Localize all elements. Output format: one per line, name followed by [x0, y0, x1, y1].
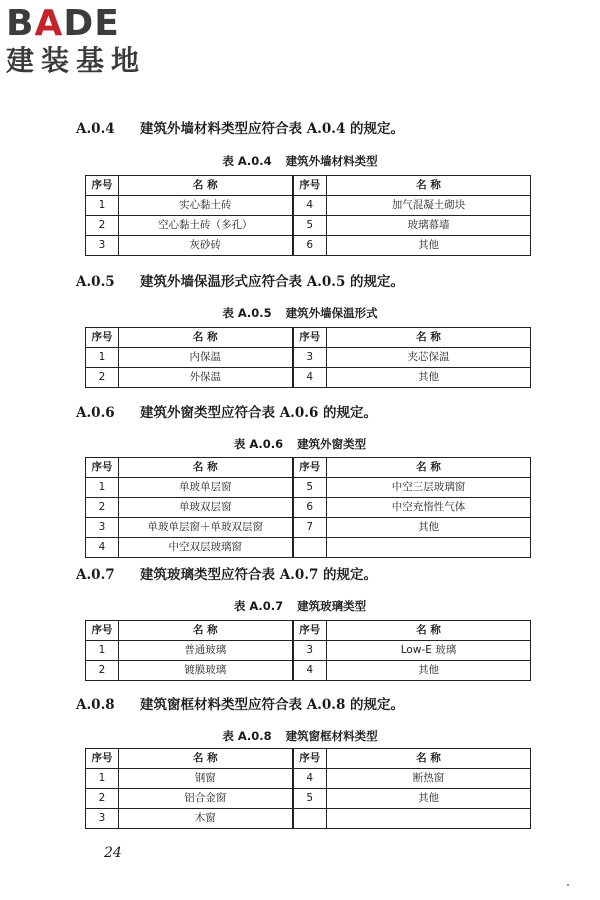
header-no: 序号 [86, 458, 119, 478]
header-name: 名 称 [119, 176, 293, 196]
caption-title: 建筑玻璃类型 [297, 599, 367, 613]
cell-name: 其他 [327, 789, 531, 809]
cell-name: 空心黏土砖（多孔） [119, 216, 293, 236]
table-row [86, 368, 531, 388]
cell-name: 其他 [327, 518, 531, 538]
caption-title: 建筑外墙材料类型 [285, 154, 378, 168]
table-row [86, 478, 531, 498]
header-name: 名 称 [119, 328, 293, 348]
clause-number: A.0.6 [76, 405, 115, 421]
cell-no: 5 [293, 216, 327, 236]
header-no: 序号 [86, 621, 119, 641]
clause-text: 建筑窗框材料类型应符合表 A.0.8 的规定。 [140, 697, 405, 713]
cell-name: 中空三层玻璃窗 [327, 478, 531, 498]
header-name: 名 称 [119, 749, 293, 769]
table-caption-a04 [0, 153, 600, 169]
table-a07 [85, 620, 531, 681]
table-a06 [85, 457, 531, 558]
cell-name: 其他 [327, 236, 531, 256]
logo [6, 4, 181, 78]
cell-name: 钢窗 [119, 769, 293, 789]
cell-name: 断热窗 [327, 769, 531, 789]
table-row [86, 641, 531, 661]
clause-text: 建筑外墙保温形式应符合表 A.0.5 的规定。 [140, 274, 405, 290]
cell-name: 内保温 [119, 348, 293, 368]
cell-name: 普通玻璃 [119, 641, 293, 661]
table-row [86, 538, 531, 558]
cell-name [327, 538, 531, 558]
header-name: 名 称 [327, 176, 531, 196]
header-no: 序号 [293, 328, 327, 348]
clause-number: A.0.5 [76, 274, 115, 290]
cell-name: 单玻双层窗 [119, 498, 293, 518]
header-no: 序号 [293, 176, 327, 196]
header-no: 序号 [293, 749, 327, 769]
caption-number: 表 A.0.5 [222, 306, 272, 320]
cell-name: 中空充惰性气体 [327, 498, 531, 518]
clause-text: 建筑外窗类型应符合表 A.0.6 的规定。 [140, 405, 378, 421]
clause-text: 建筑外墙材料类型应符合表 A.0.4 的规定。 [140, 121, 405, 137]
logo-letters: DE [63, 3, 120, 44]
table-row [86, 518, 531, 538]
cell-name: 铝合金窗 [119, 789, 293, 809]
table-caption-a08 [0, 728, 600, 744]
table-header-row [86, 328, 531, 348]
clause-text: 建筑玻璃类型应符合表 A.0.7 的规定。 [140, 567, 378, 583]
cell-no: 2 [86, 498, 119, 518]
cell-no: 6 [293, 236, 327, 256]
table-a05 [85, 327, 531, 388]
table-header-row [86, 176, 531, 196]
cell-no: 1 [86, 196, 119, 216]
table-header-row [86, 621, 531, 641]
cell-name: 镀膜玻璃 [119, 661, 293, 681]
cell-name: 单玻单层窗＋单玻双层窗 [119, 518, 293, 538]
cell-name: 灰砂砖 [119, 236, 293, 256]
cell-name: 其他 [327, 661, 531, 681]
table-row [86, 769, 531, 789]
header-no: 序号 [293, 458, 327, 478]
cell-name: 外保温 [119, 368, 293, 388]
table-row [86, 498, 531, 518]
caption-number: 表 A.0.7 [233, 599, 284, 613]
clause-number: A.0.8 [76, 697, 115, 713]
table-caption-a07 [0, 598, 600, 614]
table-row [86, 661, 531, 681]
cell-no: 7 [293, 518, 327, 538]
clause-number: A.0.7 [76, 567, 115, 583]
logo-wordmark [6, 4, 181, 44]
header-no: 序号 [86, 328, 119, 348]
scan-speck [567, 884, 569, 886]
cell-no: 3 [293, 348, 327, 368]
cell-no: 3 [86, 518, 119, 538]
cell-no: 2 [86, 216, 119, 236]
cell-no: 2 [86, 368, 119, 388]
table-a08 [85, 748, 531, 829]
table-header-row [86, 458, 531, 478]
header-name: 名 称 [119, 621, 293, 641]
cell-no [293, 809, 327, 829]
cell-no: 4 [293, 368, 327, 388]
header-name: 名 称 [327, 749, 531, 769]
cell-no: 2 [86, 789, 119, 809]
caption-number: 表 A.0.6 [233, 437, 284, 451]
cell-no: 5 [293, 789, 327, 809]
cell-no: 3 [86, 236, 119, 256]
header-name: 名 称 [327, 328, 531, 348]
cell-name: 实心黏土砖 [119, 196, 293, 216]
page-number: 24 [104, 845, 122, 861]
table-row [86, 789, 531, 809]
table-caption-a05 [0, 305, 600, 321]
cell-no: 1 [86, 478, 119, 498]
table-row [86, 348, 531, 368]
cell-name: 其他 [327, 368, 531, 388]
cell-no: 1 [86, 641, 119, 661]
cell-name: 木窗 [119, 809, 293, 829]
caption-title: 建筑外窗类型 [297, 437, 367, 451]
header-name: 名 称 [327, 458, 531, 478]
cell-name: 中空双层玻璃窗 [119, 538, 293, 558]
cell-no: 3 [293, 641, 327, 661]
cell-no: 4 [293, 661, 327, 681]
clause-a08 [76, 696, 404, 714]
header-no: 序号 [293, 621, 327, 641]
cell-name: 玻璃幕墙 [327, 216, 531, 236]
cell-no: 6 [293, 498, 327, 518]
cell-no: 1 [86, 348, 119, 368]
clause-a06 [76, 404, 377, 422]
logo-letter-accent: A [34, 3, 64, 44]
cell-no: 4 [293, 769, 327, 789]
clause-a04 [76, 120, 404, 138]
cell-no: 1 [86, 769, 119, 789]
cell-no: 2 [86, 661, 119, 681]
cell-no: 3 [86, 809, 119, 829]
cell-name: 单玻单层窗 [119, 478, 293, 498]
caption-number: 表 A.0.4 [222, 154, 272, 168]
clause-a05 [76, 273, 404, 291]
logo-letter: B [6, 3, 35, 44]
cell-name: 夹芯保温 [327, 348, 531, 368]
logo-subtitle: 建装基地 [6, 44, 147, 77]
table-row [86, 809, 531, 829]
header-name: 名 称 [119, 458, 293, 478]
clause-number: A.0.4 [76, 121, 115, 137]
table-row [86, 196, 531, 216]
table-caption-a06 [0, 436, 600, 452]
cell-name [327, 809, 531, 829]
table-header-row [86, 749, 531, 769]
table-row [86, 236, 531, 256]
table-a04 [85, 175, 531, 256]
table-row [86, 216, 531, 236]
cell-no [293, 538, 327, 558]
clause-a07 [76, 566, 377, 584]
caption-title: 建筑窗框材料类型 [285, 729, 378, 743]
header-no: 序号 [86, 176, 119, 196]
cell-name: 加气混凝土砌块 [327, 196, 531, 216]
header-no: 序号 [86, 749, 119, 769]
cell-name: Low-E 玻璃 [327, 641, 531, 661]
caption-number: 表 A.0.8 [222, 729, 272, 743]
cell-no: 5 [293, 478, 327, 498]
caption-title: 建筑外墙保温形式 [285, 306, 378, 320]
header-name: 名 称 [327, 621, 531, 641]
cell-no: 4 [86, 538, 119, 558]
cell-no: 4 [293, 196, 327, 216]
